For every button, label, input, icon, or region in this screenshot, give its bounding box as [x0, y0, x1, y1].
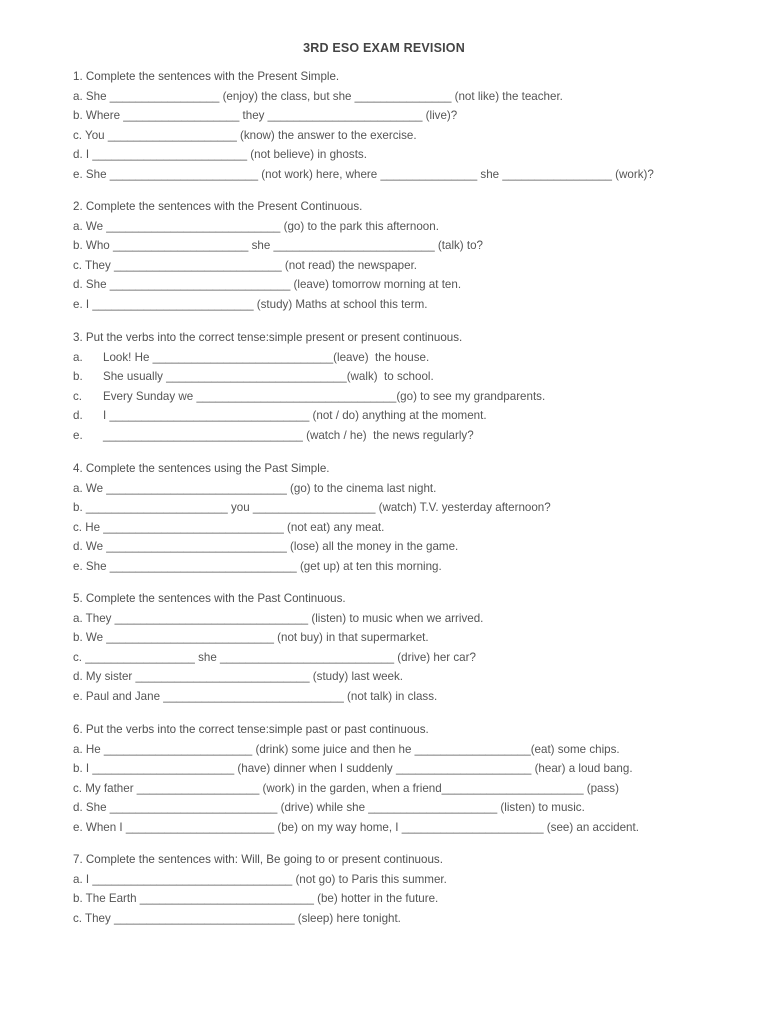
exercise-heading: 4. Complete the sentences using the Past Simple. [73, 462, 330, 475]
exercise-line: c. They __________________________ (not read) the newspaper. [73, 258, 418, 272]
exercise-line: a. She _________________ (enjoy) the class, but she _______________ (not like) the teacher. [73, 89, 563, 103]
exercise-line: c. _________________ she ___________________________ (drive) her car? [73, 650, 476, 664]
exercise-line: c. You ____________________ (know) the answer to the exercise. [73, 128, 417, 142]
exercise-line: d. My sister ___________________________ (study) last week. [73, 670, 404, 683]
exercise-line: d. She ____________________________ (leave) tomorrow morning at ten. [73, 278, 462, 291]
exercise-heading: 7. Complete the sentences with: Will, Be going to or present continuous. [73, 853, 443, 866]
line-label: c. [73, 389, 83, 403]
exercise-line: b. Who _____________________ she _________________________ (talk) to? [73, 239, 484, 252]
exercise-line [73, 387, 733, 407]
line-text: Look! He ____________________________(leave) the house. [103, 350, 430, 364]
exercise-line: e. She _____________________________ (get up) at ten this morning. [73, 559, 442, 573]
exercise-1 [73, 67, 733, 184]
exercise-5 [73, 589, 733, 706]
exercise-line: c. He ____________________________ (not eat) any meat. [73, 520, 385, 534]
line-label: b. [73, 370, 83, 383]
exercise-7 [73, 850, 733, 928]
exercise-heading: 5. Complete the sentences with the Past Continuous. [73, 592, 346, 605]
exercise-line: e. She _______________________ (not work) here, where _______________ she _________________ (work)? [73, 167, 654, 181]
exercise-line: d. We ____________________________ (lose) all the money in the game. [73, 540, 459, 553]
exercise-line: a. We ___________________________ (go) to the park this afternoon. [73, 219, 439, 233]
exercise-line [73, 367, 733, 387]
exercise-line: a. We ____________________________ (go) to the cinema last night. [73, 481, 437, 495]
line-text: She usually ____________________________(walk) to school. [103, 370, 434, 383]
line-label: d. [73, 409, 83, 422]
exercise-4 [73, 459, 733, 576]
exercise-line [73, 348, 733, 368]
exercise-line [73, 406, 733, 426]
line-label: e. [73, 428, 83, 442]
exercise-heading: 1. Complete the sentences with the Present Simple. [73, 70, 340, 83]
exercise-line: d. I ________________________ (not believe) in ghosts. [73, 148, 367, 161]
exercise-line: b. I ______________________ (have) dinner when I suddenly _____________________ (hear) a loud bang. [73, 762, 633, 775]
exercise-heading: 6. Put the verbs into the correct tense:simple past or past continuous. [73, 723, 429, 736]
line-text: I _______________________________ (not / do) anything at the moment. [103, 409, 487, 422]
exercise-line: b. We __________________________ (not buy) in that supermarket. [73, 631, 429, 644]
exercise-line: a. They ______________________________ (listen) to music when we arrived. [73, 611, 484, 625]
exercise-line: a. He _______________________ (drink) some juice and then he __________________(eat) some chips. [73, 742, 620, 756]
line-text: _______________________________ (watch / he) the news regularly? [103, 428, 474, 442]
line-label: a. [73, 350, 83, 364]
page-title: 3RD ESO EXAM REVISION [303, 41, 465, 55]
line-text: Every Sunday we _______________________________(go) to see my grandparents. [103, 389, 546, 403]
exercise-3 [73, 328, 733, 445]
exercise-line: b. The Earth ___________________________ (be) hotter in the future. [73, 892, 439, 905]
exercise-line: b. Where __________________ they ________________________ (live)? [73, 109, 458, 122]
exercise-heading: 2. Complete the sentences with the Present Continuous. [73, 200, 363, 213]
exercise-line: c. They ____________________________ (sleep) here tonight. [73, 911, 401, 925]
exercise-line [73, 426, 733, 446]
exercise-line: e. When I _______________________ (be) on my way home, I ______________________ (see) an accident. [73, 820, 639, 834]
exercise-line: c. My father ___________________ (work) in the garden, when a friend______________________ (pass) [73, 781, 619, 795]
exercise-heading: 3. Put the verbs into the correct tense:simple present or present continuous. [73, 331, 463, 344]
exercise-line: a. I _______________________________ (not go) to Paris this summer. [73, 872, 447, 886]
exercise-line: e. I _________________________ (study) Maths at school this term. [73, 297, 428, 311]
exercise-line: e. Paul and Jane ____________________________ (not talk) in class. [73, 689, 438, 703]
exercise-line: d. She __________________________ (drive) while she ____________________ (listen) to music. [73, 801, 585, 814]
exercise-6 [73, 720, 733, 837]
exercise-2 [73, 197, 733, 314]
exercise-line: b. ______________________ you ___________________ (watch) T.V. yesterday afternoon? [73, 501, 551, 514]
